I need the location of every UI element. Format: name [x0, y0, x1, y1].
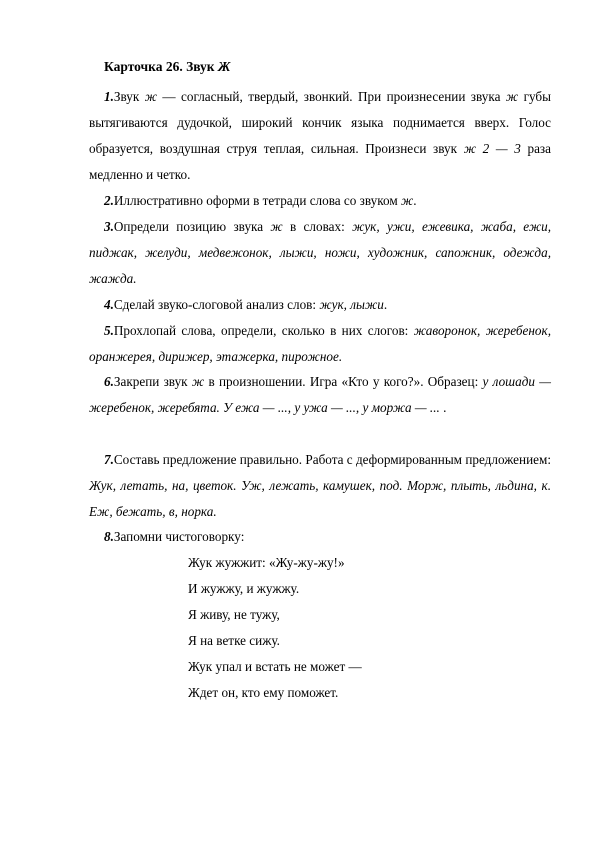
- task-number: 4.: [104, 297, 114, 312]
- task-number: 3.: [104, 219, 114, 234]
- italic-text: ж: [144, 89, 157, 104]
- task-number: 1.: [104, 89, 114, 104]
- card-title-letter: Ж: [217, 59, 231, 74]
- poem-line: Я живу, не тужу,: [188, 607, 280, 622]
- italic-text: жук, лыжи: [319, 297, 384, 312]
- task-text: в словах:: [282, 219, 353, 234]
- task-text: .: [413, 193, 417, 208]
- task-number: 5.: [104, 323, 114, 338]
- task-number: 8.: [104, 529, 114, 544]
- task-text: Иллюстративно оформи в тетради слова со звуком: [113, 193, 401, 208]
- italic-text: ж: [400, 193, 414, 208]
- tongue-twister-poem: [188, 550, 362, 706]
- italic-text: у лошади — жеребенок, жеребята. У ежа — ..., у ужа — ..., у моржа — ...: [89, 374, 551, 415]
- task-2: [89, 188, 551, 214]
- italic-text: ж: [270, 219, 283, 234]
- task-text: Сделай звуко-слоговой анализ слов:: [113, 297, 320, 312]
- task-number: 2.: [104, 193, 114, 208]
- poem-line: Я на ветке сижу.: [188, 633, 280, 648]
- task-text: Составь предложение правильно. Работа с деформированным предложением:: [113, 452, 551, 467]
- poem-line: Ждет он, кто ему поможет.: [188, 685, 339, 700]
- task-8: [89, 524, 551, 550]
- task-number: 7.: [104, 452, 114, 467]
- task-text: .: [383, 297, 388, 312]
- task-text: — согласный, твердый, звонкий. При произнесении звука: [156, 89, 506, 104]
- poem-line: Жук жужжит: «Жу-жу-жу!»: [188, 555, 345, 570]
- italic-text: Жук, летать, на, цветок. Уж, лежать, камушек, под. Морж, плыть, льдина, к. Еж, бежать, в, норка.: [89, 478, 551, 519]
- italic-text: жук, ужи, ежевика, жаба, ежи, пиджак, желуди, медвежонок, лыжи, ножи, художник, сапожник, одежда, жажда.: [89, 219, 551, 286]
- task-4: [89, 292, 551, 318]
- task-text: губы вытягиваются дудочкой, широкий кончик языка поднимается вверх. Голос образуется, воздушная струя теплая, сильная. Произнеси звук: [89, 89, 551, 156]
- italic-text: жаворонок, жеребенок, оранжерея, дирижер, этажерка, пирожное.: [89, 323, 551, 364]
- task-3: [89, 214, 551, 292]
- poem-line: Жук упал и встать не может —: [188, 659, 362, 674]
- italic-text: ж: [191, 374, 205, 389]
- task-6: [89, 369, 551, 421]
- task-number: 6.: [104, 374, 114, 389]
- task-text: Определи позицию звука: [113, 219, 271, 234]
- task-text: Звук: [113, 89, 145, 104]
- italic-text: ж 2 — 3: [463, 141, 521, 156]
- card-title: [104, 59, 230, 75]
- card-title-prefix: Карточка 26. Звук: [104, 59, 218, 74]
- task-text: Прохлопай слова, определи, сколько в них слогов:: [113, 323, 414, 338]
- task-text: Запомни чистоговорку:: [113, 529, 245, 544]
- task-text: раза медленно и четко.: [89, 141, 551, 182]
- poem-line: И жужжу, и жужжу.: [188, 581, 300, 596]
- task-5: [89, 318, 551, 370]
- task-text: в произношении. Игра «Кто у кого?». Образец:: [204, 374, 483, 389]
- task-1: [89, 84, 551, 188]
- task-text: .: [439, 400, 447, 415]
- task-7: [89, 447, 551, 525]
- italic-text: ж: [505, 89, 519, 104]
- task-text: Закрепи звук: [113, 374, 192, 389]
